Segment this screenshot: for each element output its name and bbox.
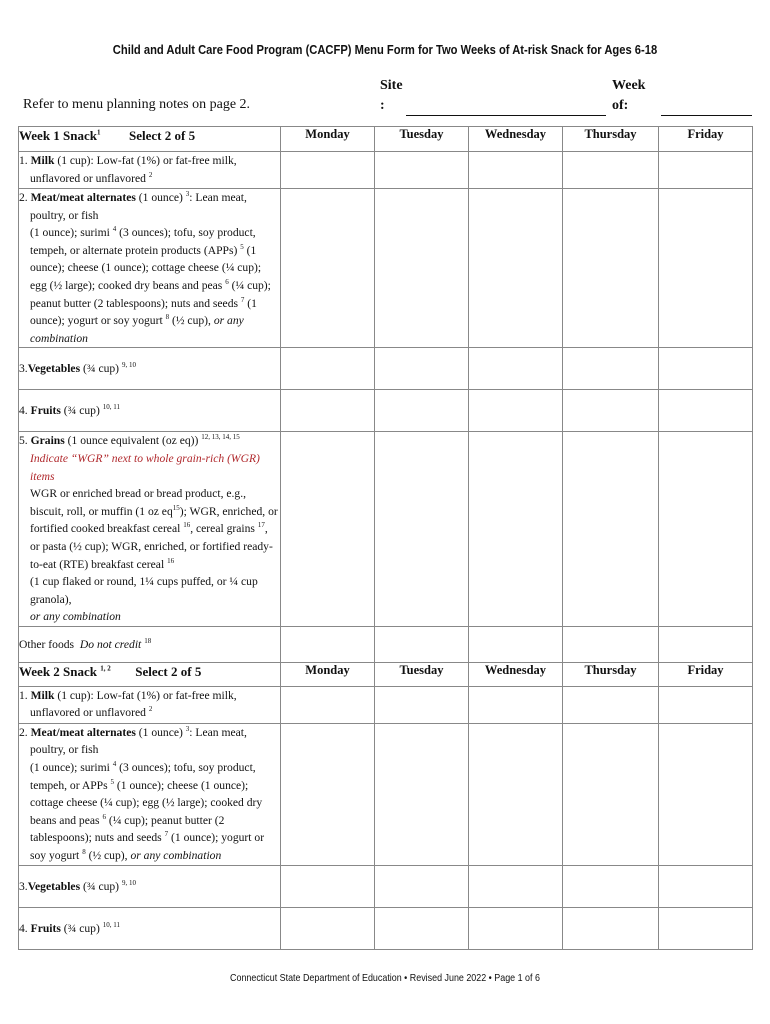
week2-meat-label [19, 723, 281, 865]
veg-sup: 9, 10 [121, 361, 136, 370]
fruit-name: Fruits [30, 404, 61, 418]
week1-milk-thursday[interactable] [563, 152, 659, 189]
week1-fruit-monday[interactable] [281, 390, 375, 432]
week2-meat-wednesday[interactable] [469, 723, 563, 865]
week1-other-friday[interactable] [659, 626, 753, 662]
week1-title: Week 1 Snack [19, 128, 98, 143]
week1-day-friday: Friday [659, 127, 753, 152]
week-of-text: of: [612, 98, 629, 113]
week1-grains-wednesday[interactable] [469, 432, 563, 627]
meat-l5: ounce); cheese (1 ounce); cottage cheese (¼ cup); [30, 261, 262, 275]
week2-day-wednesday: Wednesday [469, 662, 563, 686]
week1-meat-tuesday[interactable] [375, 189, 469, 348]
meat-l8a: ounce); yogurt or soy yogurt [30, 314, 163, 328]
week2-row-fruit [19, 907, 753, 949]
meat2-l4b: (1 ounce); cheese (1 ounce); [114, 778, 249, 792]
meat-sup6: 6 [225, 278, 229, 287]
meat2-text1: (1 ounce) [135, 725, 183, 739]
grains-l3: WGR or enriched bread or bread product, e.g., [30, 487, 247, 501]
week2-fruit-label [19, 907, 281, 949]
milk-text: (1 cup): Low-fat (1%) or fat-free milk, [54, 154, 237, 167]
site-input-line[interactable] [406, 114, 606, 116]
week1-fruit-thursday[interactable] [563, 390, 659, 432]
fruit2-text: (¾ cup) [60, 921, 100, 935]
meat2-sup6: 6 [102, 812, 106, 821]
grains-l5c: , [264, 522, 268, 536]
week1-grains-tuesday[interactable] [375, 432, 469, 627]
week2-snack-header [19, 662, 281, 686]
week1-other-monday[interactable] [281, 626, 375, 662]
week2-header-row [19, 662, 753, 686]
week1-meat-friday[interactable] [659, 189, 753, 348]
meat2-l2: poultry, or fish [30, 743, 99, 757]
week2-day-monday: Monday [281, 662, 375, 686]
meat-l8b: (½ cup), [169, 314, 211, 328]
grains-sup17: 17 [257, 521, 265, 530]
site-label [380, 76, 403, 116]
meat2-text1b: : Lean meat, [189, 725, 247, 739]
milk2-text2: unflavored or unflavored [30, 706, 146, 720]
veg2-name: Vegetables [27, 879, 81, 893]
week2-fruit-thursday[interactable] [563, 907, 659, 949]
week1-row-veg [19, 348, 753, 390]
meat-l7a: peanut butter (2 tablespoons); nuts and seeds [30, 296, 238, 310]
meat-l4a: tempeh, or alternate protein products (APPs) [30, 243, 238, 257]
site-label-text: Site [380, 78, 403, 93]
week1-row-fruit [19, 390, 753, 432]
week2-veg-label [19, 865, 281, 907]
week-of-label [612, 76, 645, 116]
week1-other-tuesday[interactable] [375, 626, 469, 662]
week2-row-meat [19, 723, 753, 865]
week2-milk-tuesday[interactable] [375, 686, 469, 723]
grains-text1: (1 ounce equivalent (oz eq)) [64, 434, 199, 448]
meat-sup5: 5 [240, 242, 244, 251]
meat-sup1: 3 [185, 190, 190, 199]
milk2-text: (1 cup): Low-fat (1%) or fat-free milk, [54, 688, 237, 702]
fruit-text: (¾ cup) [60, 404, 100, 418]
week2-meat-tuesday[interactable] [375, 723, 469, 865]
fruit-sup: 10, 11 [102, 403, 121, 412]
grains-sup1: 12, 13, 14, 15 [201, 433, 240, 442]
milk-num: 1. [19, 154, 28, 167]
week2-milk-label [19, 686, 281, 723]
week2-milk-friday[interactable] [659, 686, 753, 723]
week2-day-thursday: Thursday [563, 662, 659, 686]
veg-text: (¾ cup) [80, 362, 120, 376]
meat2-l6b: (¼ cup); peanut butter (2 [105, 813, 225, 827]
week2-veg-wednesday[interactable] [469, 865, 563, 907]
veg2-text: (¾ cup) [80, 879, 120, 893]
week1-milk-tuesday[interactable] [375, 152, 469, 189]
refer-note: Refer to menu planning notes on page 2. [23, 97, 251, 112]
meat-text1: (1 ounce) [135, 191, 183, 204]
week2-row-veg [19, 865, 753, 907]
meat2-l8a: soy yogurt [30, 849, 80, 863]
meat-name: Meat/meat alternates [30, 191, 136, 204]
week1-row-meat [19, 189, 753, 348]
meat2-sup5: 5 [110, 777, 115, 786]
week2-milk-thursday[interactable] [563, 686, 659, 723]
week1-title-sup: 1 [97, 128, 101, 137]
grains-sup16b: 16 [167, 556, 175, 565]
grains-l5a: fortified cooked breakfast cereal [30, 522, 181, 536]
meat2-l8b: (½ cup), [85, 849, 128, 863]
meat-l4b: (1 [243, 243, 257, 257]
meat2-l6a: beans and peas [30, 813, 100, 827]
week1-milk-wednesday[interactable] [469, 152, 563, 189]
milk2-sup: 2 [148, 705, 153, 714]
week1-row-other [19, 626, 753, 662]
meat-sup4: 4 [112, 225, 117, 234]
week2-fruit-tuesday[interactable] [375, 907, 469, 949]
fruit2-num: 4. [19, 921, 28, 935]
other-text: Other foods [19, 637, 77, 651]
milk2-name: Milk [30, 688, 55, 702]
week1-milk-monday[interactable] [281, 152, 375, 189]
week1-select-note: Select 2 of 5 [129, 128, 196, 143]
meat2-num: 2. [19, 725, 28, 739]
meat2-name: Meat/meat alternates [30, 725, 136, 739]
milk-sup: 2 [148, 170, 153, 179]
fruit2-sup: 10, 11 [102, 920, 121, 929]
grains-l8: (1 cup flaked or round, 1¼ cups puffed, or ¼ cup [30, 575, 258, 589]
week1-milk-friday[interactable] [659, 152, 753, 189]
week2-fruit-wednesday[interactable] [469, 907, 563, 949]
week1-fruit-wednesday[interactable] [469, 390, 563, 432]
meat-l9: combination [30, 331, 88, 345]
page-footer: Connecticut State Department of Education • Revised June 2022 • Page 1 of 6 [230, 972, 540, 984]
meat2-sup4: 4 [112, 760, 117, 769]
meat2-l7a: tablespoons); nuts and seeds [30, 831, 162, 845]
grains-l4b: ); WGR, enriched, or [179, 504, 278, 518]
meat-l6b: (¼ cup); [228, 278, 271, 292]
week1-day-monday: Monday [281, 127, 375, 152]
meat-sup8: 8 [165, 313, 170, 322]
week1-grains-monday[interactable] [281, 432, 375, 627]
week1-day-thursday: Thursday [563, 127, 659, 152]
week1-milk-label [19, 152, 281, 189]
veg-name: Vegetables [27, 362, 81, 376]
week1-veg-wednesday[interactable] [469, 348, 563, 390]
grains-l9: granola), [30, 592, 72, 606]
meat-text1b: : Lean meat, [189, 191, 247, 204]
week1-day-wednesday: Wednesday [469, 127, 563, 152]
week1-fruit-friday[interactable] [659, 390, 753, 432]
meat-l8c: or any [213, 314, 244, 328]
meat-num: 2. [19, 191, 28, 204]
wgr-instruction: Indicate “WGR” next to whole grain-rich (WGR) items [30, 451, 260, 483]
grains-sup16: 16 [183, 521, 191, 530]
fruit-num: 4. [19, 404, 28, 418]
week1-grains-label [19, 432, 281, 627]
week1-veg-label [19, 348, 281, 390]
week1-meat-monday[interactable] [281, 189, 375, 348]
veg2-num: 3. [19, 879, 28, 893]
week-of-input-line[interactable] [661, 114, 752, 116]
week1-veg-friday[interactable] [659, 348, 753, 390]
week1-day-tuesday: Tuesday [375, 127, 469, 152]
week2-milk-monday[interactable] [281, 686, 375, 723]
meat2-l3a: (1 ounce); surimi [30, 761, 110, 775]
week1-meat-wednesday[interactable] [469, 189, 563, 348]
fruit2-name: Fruits [30, 921, 61, 935]
meat-l3b: (3 ounces); tofu, soy product, [116, 226, 256, 240]
meat2-l7b: (1 ounce); yogurt or [168, 831, 265, 845]
week1-veg-tuesday[interactable] [375, 348, 469, 390]
week1-header-row [19, 127, 753, 152]
week1-table [18, 126, 753, 950]
week2-title-sup: 1, 2 [100, 664, 111, 673]
grains-l5b: , cereal grains [190, 522, 255, 536]
week2-veg-monday[interactable] [281, 865, 375, 907]
week1-other-thursday[interactable] [563, 626, 659, 662]
week2-day-tuesday: Tuesday [375, 662, 469, 686]
meat-l3a: (1 ounce); surimi [30, 226, 110, 240]
meat2-sup1: 3 [185, 725, 190, 734]
week1-fruit-tuesday[interactable] [375, 390, 469, 432]
week2-meat-thursday[interactable] [563, 723, 659, 865]
milk-name: Milk [30, 154, 55, 167]
meat-sup7: 7 [240, 295, 245, 304]
week2-row-milk [19, 686, 753, 723]
meat2-l4a: tempeh, or APPs [30, 778, 108, 792]
milk2-num: 1. [19, 688, 28, 702]
meat-l6a: egg (½ large); cooked dry beans and peas [30, 278, 223, 292]
week1-grains-friday[interactable] [659, 432, 753, 627]
week1-meat-thursday[interactable] [563, 189, 659, 348]
meat-l2: poultry, or fish [30, 208, 99, 222]
week1-row-grains [19, 432, 753, 627]
week1-veg-monday[interactable] [281, 348, 375, 390]
week2-select-note: Select 2 of 5 [135, 663, 202, 679]
milk-text2: unflavored or unflavored [30, 171, 146, 185]
meat2-l8c: or any combination [130, 849, 222, 863]
page-title: Child and Adult Care Food Program (CACFP) Menu Form for Two Weeks of At-risk Snack for Ages 6-18 [112, 42, 658, 57]
week1-snack-header [19, 127, 281, 152]
week2-milk-wednesday[interactable] [469, 686, 563, 723]
meat2-sup8: 8 [82, 848, 86, 857]
week2-fruit-monday[interactable] [281, 907, 375, 949]
week2-meat-monday[interactable] [281, 723, 375, 865]
week1-veg-thursday[interactable] [563, 348, 659, 390]
meat-l7b: (1 [244, 296, 257, 310]
week2-day-friday: Friday [659, 662, 753, 686]
grains-name: Grains [30, 434, 65, 448]
week2-fruit-friday[interactable] [659, 907, 753, 949]
grains-l7a: to-eat (RTE) breakfast cereal [30, 557, 165, 571]
week1-other-wednesday[interactable] [469, 626, 563, 662]
grains-l4a: biscuit, roll, or muffin (1 oz eq [30, 504, 173, 518]
other-sup: 18 [144, 636, 152, 645]
other-italic: Do not credit [79, 637, 142, 651]
week2-veg-thursday[interactable] [563, 865, 659, 907]
grains-num: 5. [19, 434, 28, 448]
grains-l10: or any combination [30, 610, 121, 624]
meat2-sup7: 7 [164, 830, 169, 839]
week1-fruit-label [19, 390, 281, 432]
week1-grains-thursday[interactable] [563, 432, 659, 627]
week2-veg-tuesday[interactable] [375, 865, 469, 907]
site-colon: : [380, 98, 385, 113]
week1-row-milk [19, 152, 753, 189]
grains-sup15: 15 [172, 503, 180, 512]
week-label-text: Week [612, 78, 646, 93]
week2-title: Week 2 Snack [19, 663, 98, 679]
meat2-l3b: (3 ounces); tofu, soy product, [116, 761, 256, 775]
meat2-l5: cottage cheese (¼ cup); egg (½ large); cooked dry [30, 796, 263, 810]
week2-meat-friday[interactable] [659, 723, 753, 865]
veg2-sup: 9, 10 [121, 878, 136, 887]
grains-l6: or pasta (½ cup); WGR, enriched, or fortified ready- [30, 539, 273, 553]
veg-num: 3. [19, 362, 28, 376]
week1-meat-label [19, 189, 281, 348]
week1-other-label [19, 626, 281, 662]
week2-veg-friday[interactable] [659, 865, 753, 907]
